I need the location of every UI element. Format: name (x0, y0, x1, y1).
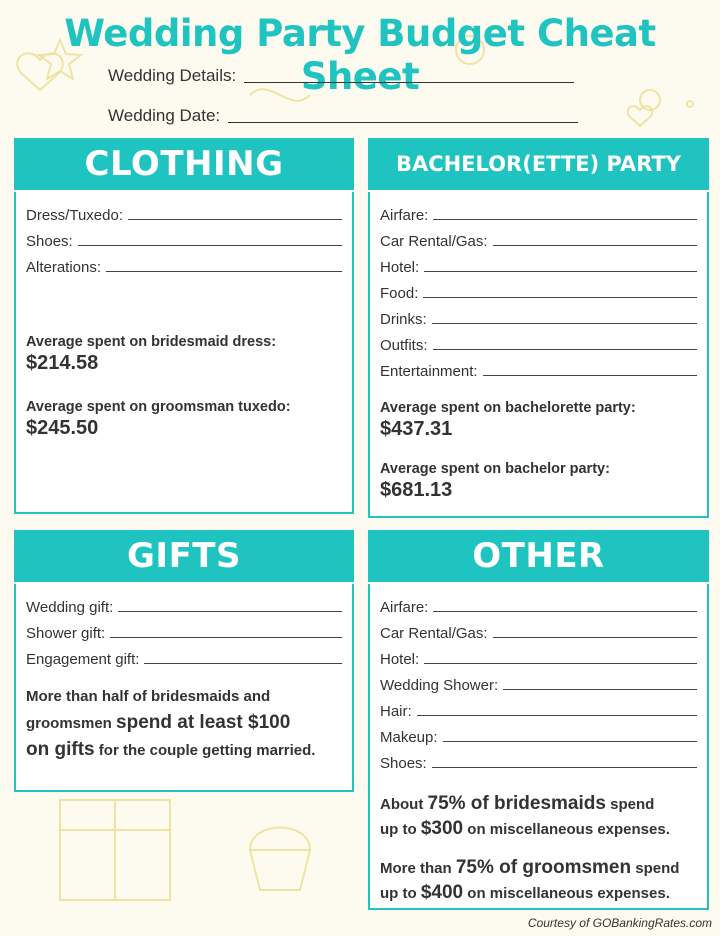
gifts-field-row[interactable] (26, 616, 342, 642)
page-title: Wedding Party Budget Cheat Sheet (64, 12, 656, 98)
fact-emphasis: on gifts (26, 739, 95, 760)
field-label: Dress/Tuxedo: (26, 207, 123, 224)
wedding-date-label: Wedding Date: (108, 106, 221, 125)
field-label: Shower gift: (26, 625, 106, 642)
fact-text: More than (380, 860, 452, 877)
field-label: Shoes: (26, 233, 73, 250)
field-line[interactable] (423, 297, 697, 298)
field-label: Drinks: (380, 311, 427, 328)
other-heading: OTHER (368, 530, 709, 584)
field-label: Wedding gift: (26, 599, 114, 616)
field-line[interactable] (144, 663, 342, 664)
bachelor-field-row[interactable] (380, 328, 697, 354)
field-line[interactable] (417, 715, 697, 716)
stat-label: Average spent on bridesmaid dress: (26, 334, 277, 350)
field-label: Food: (380, 285, 419, 302)
field-line[interactable] (128, 219, 342, 220)
clothing-field-row[interactable] (26, 224, 342, 250)
wedding-date-field[interactable] (228, 122, 578, 123)
field-line[interactable] (110, 637, 342, 638)
stat-label: Average spent on groomsman tuxedo: (26, 399, 291, 415)
gifts-field-row[interactable] (26, 642, 342, 668)
field-line[interactable] (118, 611, 342, 612)
gifts-heading: GIFTS (14, 530, 354, 584)
field-line[interactable] (78, 245, 342, 246)
fact-emphasis: $400 (420, 882, 464, 903)
field-line[interactable] (493, 245, 697, 246)
fact-text: for the couple getting married. (98, 742, 316, 759)
bachelor-panel (368, 138, 709, 518)
field-label: Car Rental/Gas: (380, 233, 488, 250)
other-field-row[interactable] (380, 746, 697, 772)
wedding-date-row (108, 106, 578, 126)
field-label: Wedding Shower: (380, 677, 499, 694)
bachelor-field-row[interactable] (380, 250, 697, 276)
field-line[interactable] (433, 349, 697, 350)
bachelorette-party-stat (370, 400, 707, 441)
bachelor-heading: BACHELOR(ETTE) PARTY (368, 138, 709, 192)
other-field-row[interactable] (380, 668, 697, 694)
other-field-row[interactable] (380, 720, 697, 746)
stat-label: Average spent on bachelorette party: (380, 400, 636, 416)
field-label: Hotel: (380, 259, 420, 276)
gifts-panel (14, 530, 354, 792)
field-label: Airfare: (380, 599, 429, 616)
field-label: Outfits: (380, 337, 428, 354)
field-line[interactable] (432, 767, 697, 768)
bachelor-field-row[interactable] (380, 302, 697, 328)
stat-value: $437.31 (380, 418, 453, 440)
field-line[interactable] (432, 323, 697, 324)
credit-text: Courtesy of GOBankingRates.com (527, 916, 712, 930)
bachelor-field-row[interactable] (380, 276, 697, 302)
field-label: Makeup: (380, 729, 438, 746)
fact-text: More than half of bridesmaids and (26, 688, 271, 705)
field-line[interactable] (424, 271, 697, 272)
other-field-row[interactable] (380, 642, 697, 668)
groomsmen-misc-fact (370, 856, 707, 906)
fact-text: groomsmen (26, 715, 112, 732)
clothing-heading: CLOTHING (14, 138, 354, 192)
stat-value: $245.50 (26, 417, 99, 439)
wedding-details-field[interactable] (244, 82, 574, 83)
fact-text: spend (610, 796, 655, 813)
field-label: Car Rental/Gas: (380, 625, 488, 642)
clothing-field-row[interactable] (26, 198, 342, 224)
bridesmaids-misc-fact (370, 792, 707, 842)
bachelor-party-stat (370, 461, 707, 502)
field-label: Engagement gift: (26, 651, 140, 668)
field-line[interactable] (493, 637, 697, 638)
field-line[interactable] (433, 611, 697, 612)
fact-text: on miscellaneous expenses. (467, 885, 670, 902)
field-line[interactable] (106, 271, 342, 272)
field-line[interactable] (424, 663, 697, 664)
other-panel (368, 530, 709, 910)
field-line[interactable] (483, 375, 697, 376)
bachelor-field-row[interactable] (380, 354, 697, 380)
fact-text: About (380, 796, 424, 813)
fact-emphasis: $300 (420, 818, 464, 839)
field-label: Alterations: (26, 259, 102, 276)
gifts-fact (16, 684, 352, 764)
wedding-details-label: Wedding Details: (108, 66, 237, 85)
wedding-details-row (108, 66, 574, 86)
bridesmaid-dress-stat (16, 334, 352, 375)
clothing-panel (14, 138, 354, 514)
cupcake-icon (250, 828, 310, 891)
field-line[interactable] (433, 219, 697, 220)
other-field-row[interactable] (380, 616, 697, 642)
groomsman-tuxedo-stat (16, 399, 352, 440)
fact-emphasis: 75% of bridesmaids (427, 793, 606, 814)
fact-emphasis: 75% of groomsmen (455, 857, 632, 878)
stat-value: $681.13 (380, 479, 453, 501)
field-label: Hair: (380, 703, 412, 720)
fact-text: up to (380, 885, 417, 902)
fact-text: on miscellaneous expenses. (467, 821, 670, 838)
fact-emphasis: spend at least $100 (116, 712, 291, 733)
other-field-row[interactable] (380, 590, 697, 616)
field-label: Hotel: (380, 651, 420, 668)
fact-text: up to (380, 821, 417, 838)
field-label: Entertainment: (380, 363, 478, 380)
stat-label: Average spent on bachelor party: (380, 461, 610, 477)
bachelor-field-row[interactable] (380, 224, 697, 250)
field-line[interactable] (443, 741, 697, 742)
clothing-field-row[interactable] (26, 250, 342, 276)
gifts-field-row[interactable] (26, 590, 342, 616)
fact-text: spend (635, 860, 680, 877)
field-line[interactable] (503, 689, 697, 690)
bachelor-field-row[interactable] (380, 198, 697, 224)
field-label: Shoes: (380, 755, 427, 772)
stat-value: $214.58 (26, 352, 99, 374)
other-field-row[interactable] (380, 694, 697, 720)
field-label: Airfare: (380, 207, 429, 224)
